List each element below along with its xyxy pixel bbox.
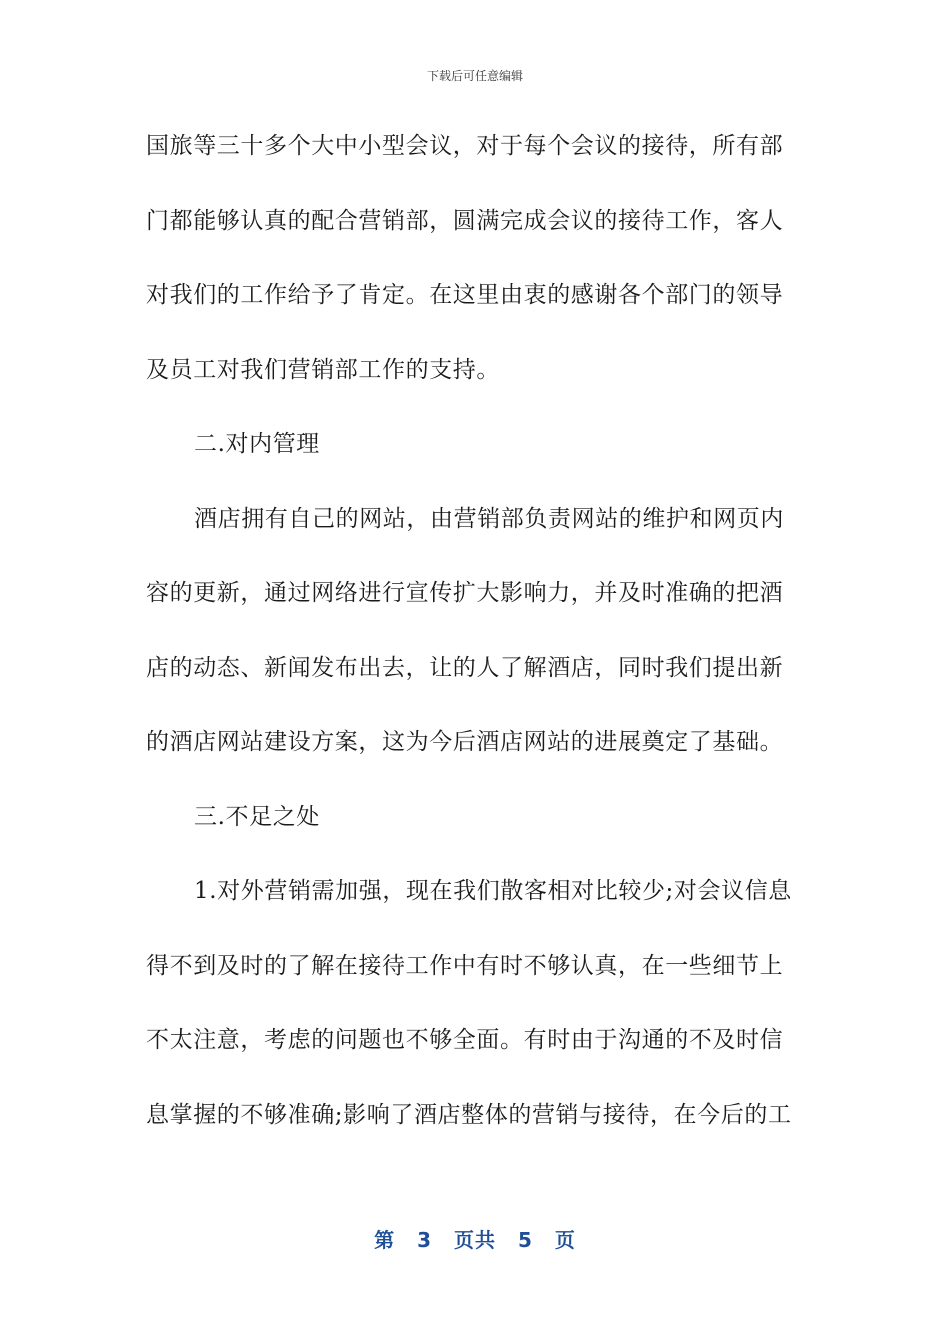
- document-body: [146, 120, 806, 1163]
- paragraph-line: 的酒店网站建设方案，这为今后酒店网站的进展奠定了基础。: [146, 729, 784, 755]
- paragraph-line: 得不到及时的了解在接待工作中有时不够认真，在一些细节上: [146, 952, 784, 979]
- page-header: 下载后可任意编辑: [426, 69, 523, 83]
- footer-suffix: 页: [554, 1228, 576, 1252]
- current-page-number: 3: [417, 1228, 432, 1252]
- paragraph-line: 酒店拥有自己的网站，由营销部负责网站的维护和网页内: [194, 505, 784, 532]
- paragraph-line: 及员工对我们营销部工作的支持。: [146, 356, 500, 383]
- total-page-number: 5: [518, 1228, 533, 1252]
- paragraph-line: 对我们的工作给予了肯定。在这里由衷的感谢各个部门的领导: [146, 282, 784, 308]
- paragraph-line: 国旅等三十多个大中小型会议，对于每个会议的接待，所有部: [146, 133, 784, 159]
- section-heading: 二.对内管理: [194, 431, 320, 457]
- paragraph-line: 店的动态、新闻发布出去，让的人了解酒店，同时我们提出新: [146, 654, 784, 681]
- paragraph-line: 容的更新，通过网络进行宣传扩大影响力，并及时准确的把酒: [146, 580, 784, 606]
- footer-middle: 页共: [454, 1228, 496, 1252]
- paragraph-line: 门都能够认真的配合营销部，圆满完成会议的接待工作，客人: [146, 207, 784, 234]
- page-footer: [0, 1224, 950, 1253]
- section-heading: 三.不足之处: [194, 803, 320, 830]
- paragraph-line: 息掌握的不够准确;影响了酒店整体的营销与接待，在今后的工: [146, 1101, 792, 1128]
- paragraph-line: 不太注意，考虑的问题也不够全面。有时由于沟通的不及时信: [146, 1027, 784, 1053]
- footer-prefix: 第: [374, 1228, 396, 1252]
- paragraph-line: 1.对外营销需加强，现在我们散客相对比较少;对会议信息: [194, 878, 792, 904]
